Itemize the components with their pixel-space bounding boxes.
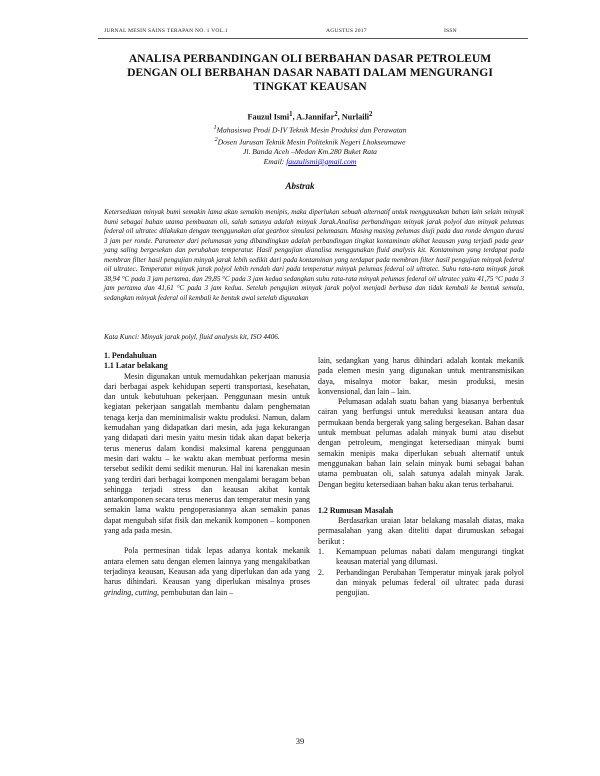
affiliation-address: Jl. Banda Aceh –Medan Km.280 Buket Rata — [243, 147, 377, 157]
problem-list — [318, 547, 524, 598]
list-item: 2. Perbandingan Perubahan Temperatur minyak jarak polyol dan minyak pelumas federal oil ultratec pada durasi pengujian. — [318, 567, 524, 598]
title-line-1: ANALISA PERBANDINGAN OLI BERBAHAN DASAR PETROLEUM — [128, 52, 492, 65]
author-1: Fauzul Ismi — [247, 112, 290, 122]
abstract-heading: Abstrak — [285, 181, 315, 191]
list-item: 1. Kemampuan pelumas nabati dalam mengurangi tingkat keausan material yang dilumasi. — [318, 547, 524, 567]
paragraph: Berdasarkan uraian latar belakang masalah diatas, maka permasalahan yang akan diteliti dapat dirumuskan sebagai berikut : — [318, 516, 524, 546]
journal-header — [98, 26, 528, 39]
right-column — [318, 356, 524, 599]
section-heading-pendahuluan: 1. Pendahuluan — [104, 351, 157, 360]
subsection-heading-latar-belakang: 1.1 Latar belakang — [104, 361, 168, 371]
page-number: 39 — [295, 736, 305, 746]
journal-name: JURNAL MESIN SAINS TERAPAN NO. 1 VOL.1 — [104, 28, 228, 34]
paper-title — [90, 52, 530, 94]
journal-date: AGUSTUS 2017 — [326, 28, 367, 34]
keywords: Kata Kunci: Minyak jarak polyl, fluid analysis kit, ISO 4406. — [104, 333, 280, 341]
author-2-sup: 2 — [334, 111, 338, 118]
title-line-3: TINGKAT KEAUSAN — [253, 80, 367, 93]
subsection-heading-rumusan-masalah: 1.2 Rumusan Masalah — [318, 505, 394, 515]
email-link[interactable]: fauzulismi@gmail.com — [286, 156, 357, 166]
author-1-sup: 1 — [289, 111, 293, 118]
journal-issn: ISSN — [444, 28, 457, 34]
affiliation-1: $^1$Mahasiswa Prodi D-IV Teknik Mesin Produksi dan Perawatan — [213, 124, 407, 135]
paragraph: lain, sedangkan yang harus dihindari adalah kontak mekanik pada elemen mesin yang digunakan untuk mentransmisikan daya, misalnya motor bakar, mesin produksi, mesin konvensional, dan lain – lain. — [318, 356, 524, 396]
left-column — [104, 351, 310, 598]
affiliations — [130, 123, 490, 166]
abstract-body: Ketersediaan minyak bumi semakin lama akan semakin menipis, maka diperlukan sebuah alternatif untuk menggunakan bahan lain selain minyak bumi sebagai bahan utama pembuatan oli, salah satunya adalah minyak Jarak.Analisa perbandingan minyak jarak polyol dan minyak pelumas federal oil ultratec dilakukan dengan menggunakan alat gearbox simulasi pelumasan. Masing masing pelumas diuji pada dua ronde dengan durasi 3 jam per ronde. Parameter dari pelumasan yang dibandingkan adalah perbandingan tingkat kontaminan akibat keausan yang terjadi pada gear yang saling bergesekan dan perubahan temperatur. Hasil pengujian dianalisa menggunakan fluid analysis kit. Kontaminan yang terdapat pada membran filter hasil pengujian minyak jarak lebih sedikit dari pada kontaminan yang terdapat pada membran filter hasil pengujian minyak federal oil ultratec. Temperatur minyak jarak polyol lebih rendah dari pada temperatur minyak pelumas federal oil ultratec. Suhu rata-rata minyak jarak 38,94 °C pada 3 jam pertama, dan 29,85 °C pada 3 jam kedua sedangkan suhu rata-rata minyak pelumas federal oil ultratec yaitu 41,75 °C pada 3 jam pertama dan 41,61 °C pada 3 jam kedua. Setelah pengujian minyak jarak polyol menjadi berbusa dan tidak kembali ke bentuk semula, sedangkan minyak federal oil kembali ke bentuk awal setelah digunakan — [104, 208, 524, 302]
author-list: Fauzul Ismi$^1$, A.Jannifar$^2$, Nurlaili$^2$ — [247, 111, 373, 122]
author-3-sup: 2 — [369, 111, 373, 118]
paragraph: Mesin digunakan untuk memudahkan pekerjaan manusia dari berbagai aspek kehidupan seperti transportasi, kesehatan, dan untuk kebutuhuan pekerjaan. Penggunaan mesin untuk kegiatan pekerjaan sangatlah membantu dalam penghematan tenaga kerja dan meminimalisir waktu produksi. Namun, dalam kemudahan yang didapatkan dari mesin, ada juga kekurangan yang didapati dari mesin yaitu mesin tidak akan dapat bekerja terus menerus dalam kondisi maksimal karena penggunaan mesin dari waktu – ke waktu akan membuat performa mesin tersebut sedikit demi sedikit menurun. Hal ini karenakan mesin yang terdiri dari berbagai komponen mengalami beragam beban sehingga terjadi stress dan keausan akibat kontak antarkomponen secara terus menerus dan temperatur mesin yang semakin lama waktu pengoperasiannya akan semakin panas dapat mengubah sifat fisik dan mekanik komponen – komponen yang ada pada mesin. — [104, 371, 310, 536]
paragraph: Pelumasan adalah suatu bahan yang biasanya berbentuk cairan yang berfungsi untuk mereduksi keausan antara dua permukaan benda bergerak yang saling bergesekan. Bahan dasar untuk membuat pelumas adalah minyak bumi atau disebut dengan petroleum, mengingat ketersediaan minyak bumi semakin menipis maka diperlukan sebuah alternatif untuk menggunakan bahan lain selain minyak bumi sebagai bahan utama pembuatan oli, salah satunya adalah minyak Jarak. Dengan begitu ketersediaan bahan baku akan terus terbaharui. — [318, 397, 524, 489]
paragraph: Pola permesinan tidak lepas adanya kontak mekanik antara elemen satu dengan elemen lainnya yang mengakibatkan terjadinya keausan, Keausan ada yang diperlukan dan ada yang harus dihindari. Keausan yang diperlukan misalnya proses grinding, cutting, pembubutan dan lain – — [104, 546, 310, 597]
author-2: A.Jannifar — [296, 112, 335, 122]
email-line: Email: fauzulismi@gmail.com — [263, 156, 357, 166]
affiliation-2: $^2$Dosen Jurusan Teknik Mesin Politeknik Negeri Lhokseumawe — [214, 136, 406, 147]
title-line-2: DENGAN OLI BERBAHAN DASAR NABATI DALAM MENGURANGI — [127, 66, 493, 79]
author-3: Nurlaili — [341, 112, 370, 122]
